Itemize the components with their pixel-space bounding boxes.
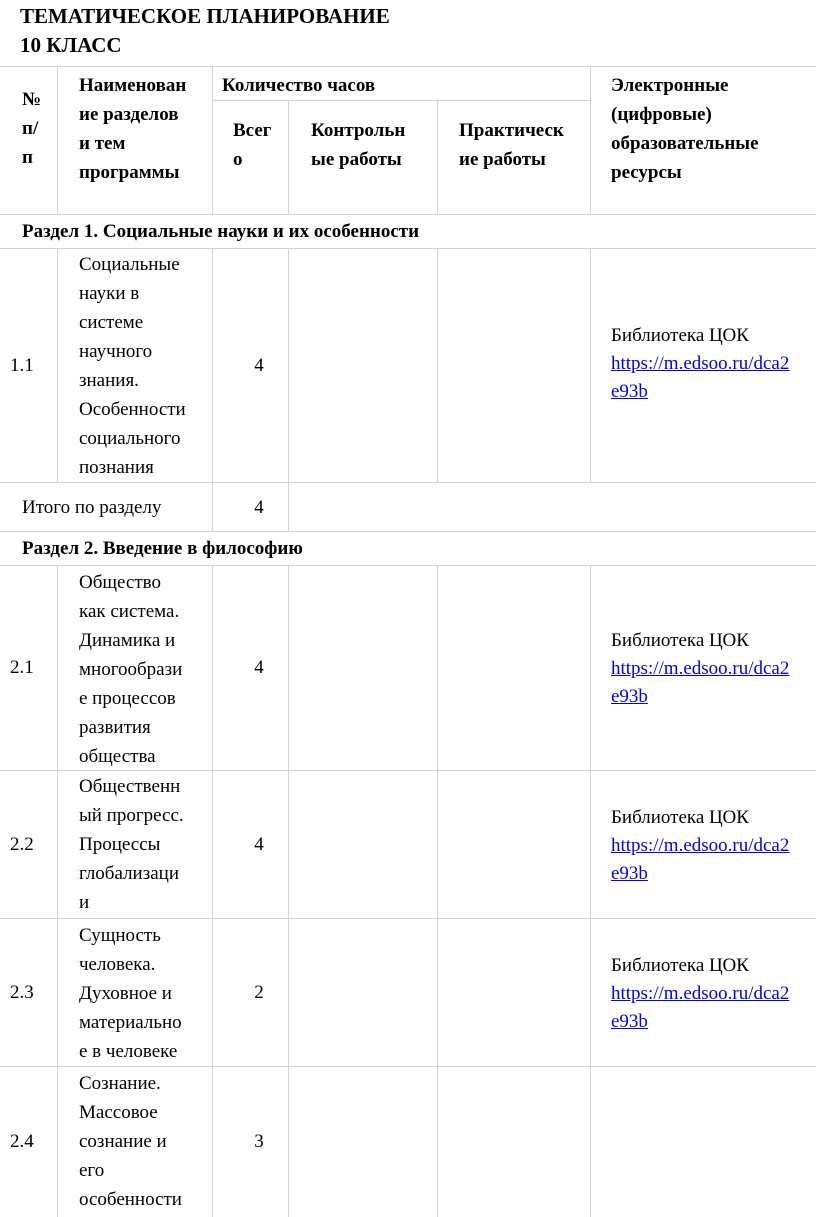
header-total: Всег о <box>233 120 272 170</box>
row-resource <box>611 952 811 1036</box>
row-hours: 4 <box>254 833 264 855</box>
resource-label: Библиотека ЦОК <box>611 955 749 976</box>
resource-label: Библиотека ЦОК <box>611 325 749 346</box>
row-number: 2.4 <box>10 1131 34 1152</box>
row-topic: Социальные науки в системе научного знания. Особенности социального познания <box>79 254 186 478</box>
resource-link[interactable]: https://m.edsoo.ru/dca2 e93b <box>611 353 790 402</box>
resource-label: Библиотека ЦОК <box>611 630 749 651</box>
row-topic: Общество как система. Динамика и многообрази е процессов развития общества <box>79 572 183 767</box>
row-resource <box>611 322 811 406</box>
header-num: № п/ п <box>22 89 42 168</box>
title-line-2: 10 КЛАСС <box>20 33 122 57</box>
section-title: Раздел 2. Введение в философию <box>22 538 303 559</box>
header-practical-works: Практическ ие работы <box>459 120 564 170</box>
header-name: Наименован ие разделов и тем программы <box>79 75 187 183</box>
row-number: 1.1 <box>10 354 34 376</box>
row-number: 2.1 <box>10 657 34 678</box>
row-topic: Сущность человека. Духовное и материально е в человеке <box>79 925 182 1062</box>
row-topic: Сознание. Массовое сознание и его особенности <box>79 1073 182 1210</box>
row-hours: 4 <box>254 657 264 678</box>
section-title: Раздел 1. Социальные науки и их особенности <box>22 221 420 242</box>
row-resource <box>611 804 811 888</box>
header-resources: Электронные (цифровые) образовательные ресурсы <box>611 75 759 183</box>
title-line-1: ТЕМАТИЧЕСКОЕ ПЛАНИРОВАНИЕ <box>20 4 390 28</box>
row-resource <box>611 627 811 711</box>
row-hours: 2 <box>254 981 264 1003</box>
header-control-works: Контрольн ые работы <box>311 120 406 170</box>
resource-link[interactable]: https://m.edsoo.ru/dca2 e93b <box>611 835 790 884</box>
row-number: 2.3 <box>10 981 34 1003</box>
page-title <box>20 2 390 60</box>
row-number: 2.2 <box>10 833 34 855</box>
subtotal-value: 4 <box>254 496 264 518</box>
resource-link[interactable]: https://m.edsoo.ru/dca2 e93b <box>611 658 790 707</box>
row-topic: Общественн ый прогресс. Процессы глобализаци и <box>79 776 184 913</box>
resource-label: Библиотека ЦОК <box>611 807 749 828</box>
resource-link[interactable]: https://m.edsoo.ru/dca2 e93b <box>611 983 790 1032</box>
row-hours: 4 <box>254 354 264 376</box>
header-hours: Количество часов <box>222 75 376 96</box>
subtotal-label: Итого по разделу <box>22 496 162 518</box>
row-hours: 3 <box>254 1131 264 1152</box>
